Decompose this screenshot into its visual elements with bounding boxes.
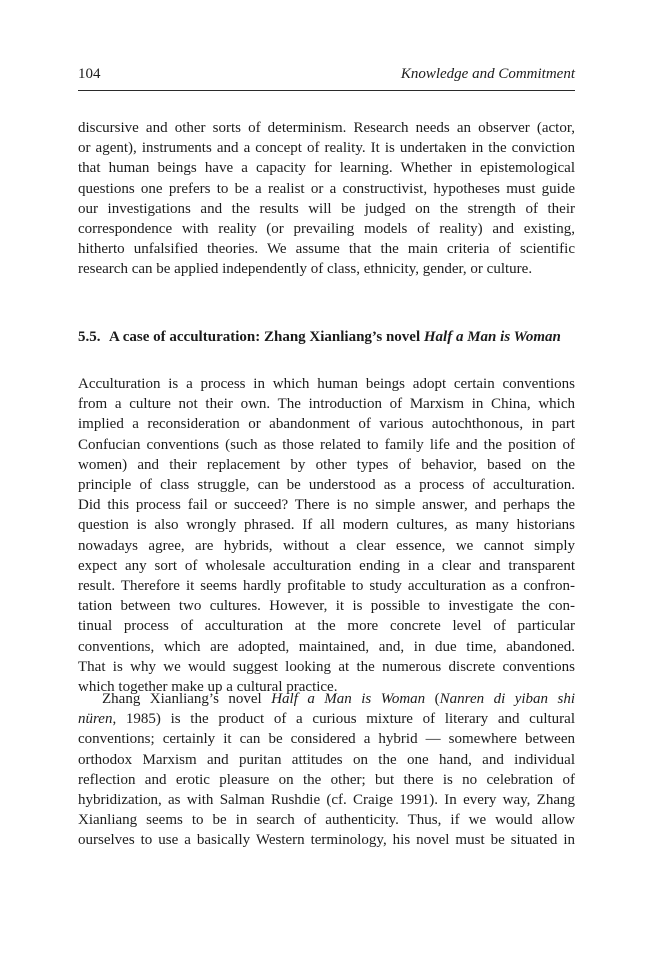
text-line: principle of class struggle, can be understood as a process of acculturation. bbox=[78, 477, 575, 494]
text-line: conventions; certainly it can be considered a hybrid — somewhere between bbox=[78, 731, 575, 748]
text-line bbox=[78, 689, 575, 709]
text-line: reflection and erotic pleasure on the other; but there is no celebration of bbox=[78, 771, 575, 788]
paragraph-novel bbox=[78, 689, 575, 851]
text-line: ourselves to use a basically Western terminology, his novel must be situated in bbox=[78, 832, 575, 849]
section-number: 5.5. bbox=[78, 329, 101, 346]
text-line: conventions, which are adopted, maintained, and, in due time, abandoned. bbox=[78, 638, 575, 655]
text-line: from a culture not their own. The introduction of Marxism in China, which bbox=[78, 396, 575, 413]
text-line: tation between two cultures. However, it is possible to investigate the con- bbox=[78, 598, 575, 615]
text-line: which together make up a cultural practice. bbox=[78, 679, 338, 696]
text-line: correspondence with reality (or prevailing models of reality) and existing, bbox=[78, 221, 575, 238]
text-line: or agent), instruments and a concept of reality. It is undertaken in the conviction bbox=[78, 140, 575, 157]
text-run: Zhang Xianliang’s novel bbox=[102, 691, 272, 707]
text-line: research can be applied independently of class, ethnicity, gender, or culture. bbox=[78, 261, 533, 278]
text-line: result. Therefore it seems hardly profitable to study acculturation as a confron- bbox=[78, 578, 575, 595]
text-line: Confucian conventions (such as those related to family life and the position of bbox=[78, 436, 575, 453]
paragraph-acculturation bbox=[78, 374, 575, 697]
text-line: orthodox Marxism and puritan attitudes on the one hand, and individual bbox=[78, 751, 575, 768]
text-line: women) and their replacement by other types of behavior, based on the bbox=[78, 456, 575, 473]
text-line: Xianliang seems to be in search of authenticity. Thus, if we would allow bbox=[78, 812, 575, 829]
section-heading bbox=[78, 327, 575, 347]
text-line: Acculturation is a process in which human beings adopt certain conventions bbox=[78, 376, 575, 392]
text-line: questions one prefers to be a realist or a constructivist, hypotheses must guide bbox=[78, 180, 575, 197]
text-line: discursive and other sorts of determinism. Research needs an observer (actor, bbox=[78, 120, 575, 136]
text-line: tinual process of acculturation at the more concrete level of particular bbox=[78, 618, 575, 635]
text-line: our investigations and the results will be judged on the strength of their bbox=[78, 200, 575, 217]
text-line: Did this process fail or succeed? There is no simple answer, and perhaps the bbox=[78, 497, 575, 514]
page-number: 104 bbox=[78, 66, 101, 82]
book-title-original: nüren bbox=[78, 711, 113, 728]
text-line: that human beings have a capacity for learning. Whether in epistemological bbox=[78, 160, 575, 177]
text-line: expect any sort of wholesale acculturation ending in a clear and transparent bbox=[78, 557, 575, 574]
text-line: question is also wrongly phrased. If all modern cultures, as many historians bbox=[78, 517, 575, 534]
text-run: ( bbox=[425, 691, 440, 707]
section-title bbox=[78, 327, 575, 347]
paragraph-intro bbox=[78, 118, 575, 280]
text-line: hitherto unfalsified theories. We assume that the main criteria of scientific bbox=[78, 241, 575, 258]
running-title: Knowledge and Commitment bbox=[400, 66, 575, 82]
section-title-italic: Half a Man is Woman bbox=[423, 329, 561, 346]
text-run: , 1985) is the product of a curious mixture of literary and cultural bbox=[112, 711, 575, 728]
text-line: nowadays agree, are hybrids, without a clear essence, we cannot simply bbox=[78, 537, 575, 554]
book-title-original: Nanren di yiban shi bbox=[439, 691, 575, 707]
text-line: That is why we would suggest looking at the numerous discrete conventions bbox=[78, 658, 575, 675]
book-title: Half a Man is Woman bbox=[271, 691, 426, 707]
text-line: implied a reconsideration or abandonment of various autochthonous, in part bbox=[78, 416, 575, 433]
section-title-main: A case of acculturation: Zhang Xianliang’s novel bbox=[109, 329, 424, 346]
text-line: hybridization, as with Salman Rushdie (cf. Craige 1991). In every way, Zhang bbox=[78, 792, 575, 809]
text-line bbox=[78, 709, 575, 729]
page-header bbox=[78, 64, 575, 91]
